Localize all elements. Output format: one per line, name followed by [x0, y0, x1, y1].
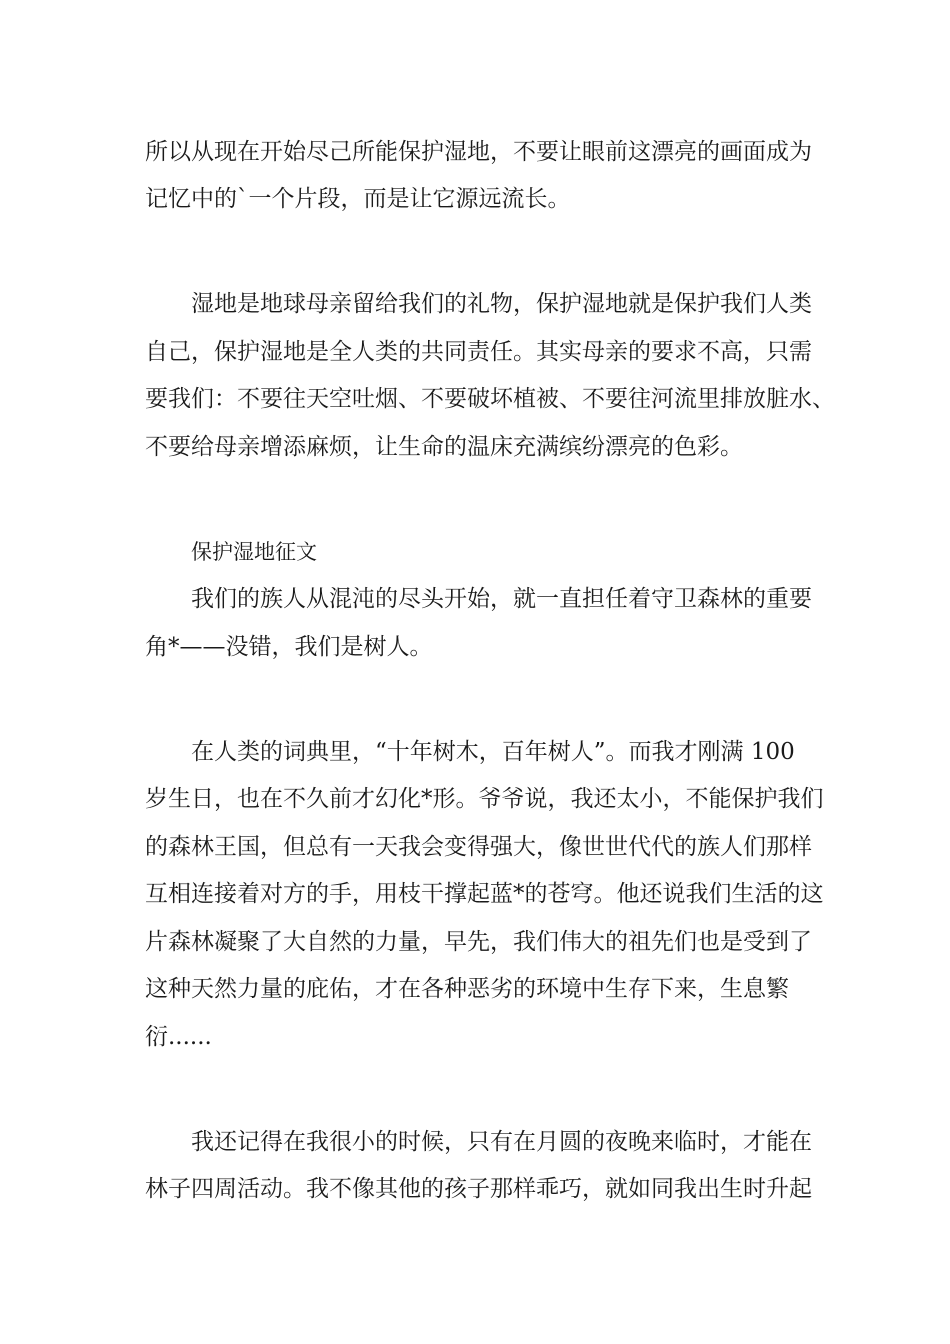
text-line: 衍......	[145, 1024, 212, 1050]
text-line: 林子四周活动。我不像其他的孩子那样乖巧，就如同我出生时升起	[145, 1176, 812, 1202]
text-line: 互相连接着对方的手，用枝干撑起蓝*的苍穹。他还说我们生活的这	[145, 881, 824, 907]
text-line: 片森林凝聚了大自然的力量，早先，我们伟大的祖先们也是受到了	[145, 929, 812, 955]
text-line: 角*——没错，我们是树人。	[145, 634, 433, 660]
text-line: 岁生日，也在不久前才幻化*形。爷爷说，我还太小，不能保护我们	[145, 786, 824, 812]
text-line: 不要给母亲增添麻烦，让生命的温床充满缤纷漂亮的色彩。	[145, 434, 743, 460]
section-title: 保护湿地征文	[191, 540, 317, 564]
text-line: 我们的族人从混沌的尽头开始，就一直担任着守卫森林的重要	[191, 586, 812, 612]
text-line: 在人类的词典里，“十年树木，百年树人”。而我才刚满 100	[191, 739, 795, 765]
text-line: 的森林王国，但总有一天我会变得强大，像世世代代的族人们那样	[145, 834, 812, 860]
text-line: 自己，保护湿地是全人类的共同责任。其实母亲的要求不高，只需	[145, 339, 812, 365]
text-line: 要我们：不要往天空吐烟、不要破坏植被、不要往河流里排放脏水、	[145, 386, 835, 412]
text-line: 我还记得在我很小的时候，只有在月圆的夜晚来临时，才能在	[191, 1129, 812, 1155]
text-line: 记忆中的`一个片段，而是让它源远流长。	[145, 186, 571, 212]
text-line: 湿地是地球母亲留给我们的礼物，保护湿地就是保护我们人类	[191, 291, 812, 317]
text-line: 这种天然力量的庇佑，才在各种恶劣的环境中生存下来，生息繁	[145, 976, 789, 1002]
text-line: 所以从现在开始尽己所能保护湿地，不要让眼前这漂亮的画面成为	[145, 139, 812, 165]
